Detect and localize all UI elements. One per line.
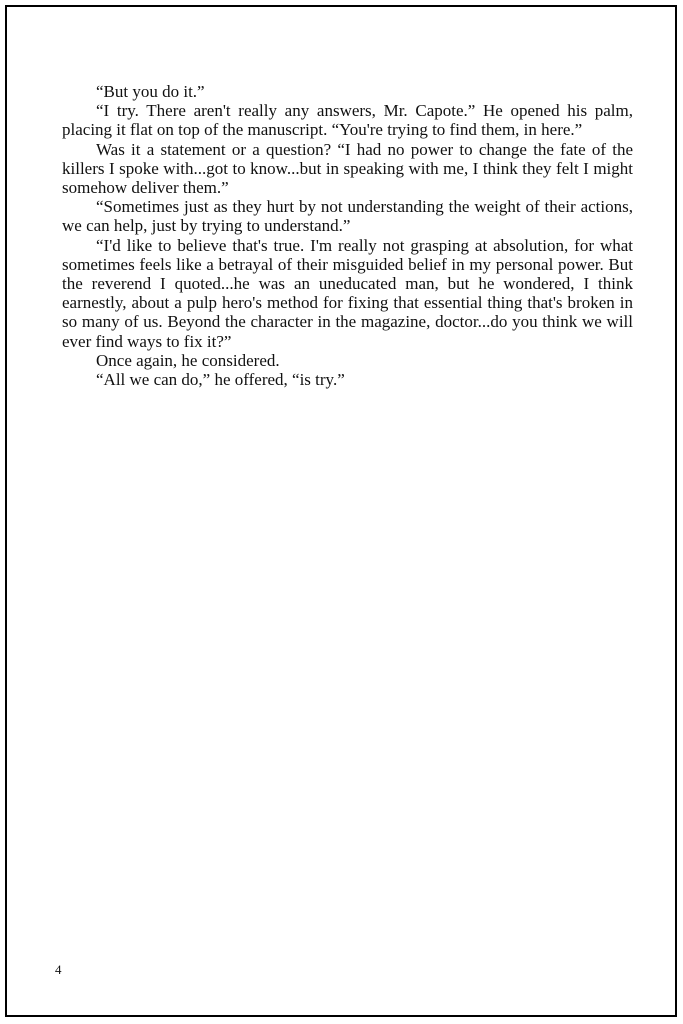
body-text [62,82,633,389]
paragraph-5: “I'd like to believe that's true. I'm really not grasping at absolution, for what sometimes feels like a betrayal of their misguided belief in my personal power. But the reverend I quoted...he was an uneducated man, but he wondered, I think earnestly, about a pulp hero's method for fixing that essential thing that's broken in so many of us. Beyond the character in the magazine, doctor...do you think we will ever find ways to fix it?” [62,235,633,351]
paragraph-7: “All we can do,” he offered, “is try.” [96,370,345,390]
paragraph-4: “Sometimes just as they hurt by not understanding the weight of their actions, we can help, just by trying to understand.” [62,197,633,236]
paragraph-6: Once again, he considered. [96,350,280,370]
paragraph-3: Was it a statement or a question? “I had no power to change the fate of the killers I spoke with...got to know...but in speaking with me, I think they felt I might somehow deliver them.” [62,139,633,198]
paragraph-1: “But you do it.” [96,82,205,101]
paragraph-2: “I try. There aren't really any answers, Mr. Capote.” He opened his palm, placing it flat on top of the manuscript. “You're trying to find them, in here.” [62,101,633,140]
page-number: 4 [55,962,62,977]
page-frame [5,5,677,1017]
